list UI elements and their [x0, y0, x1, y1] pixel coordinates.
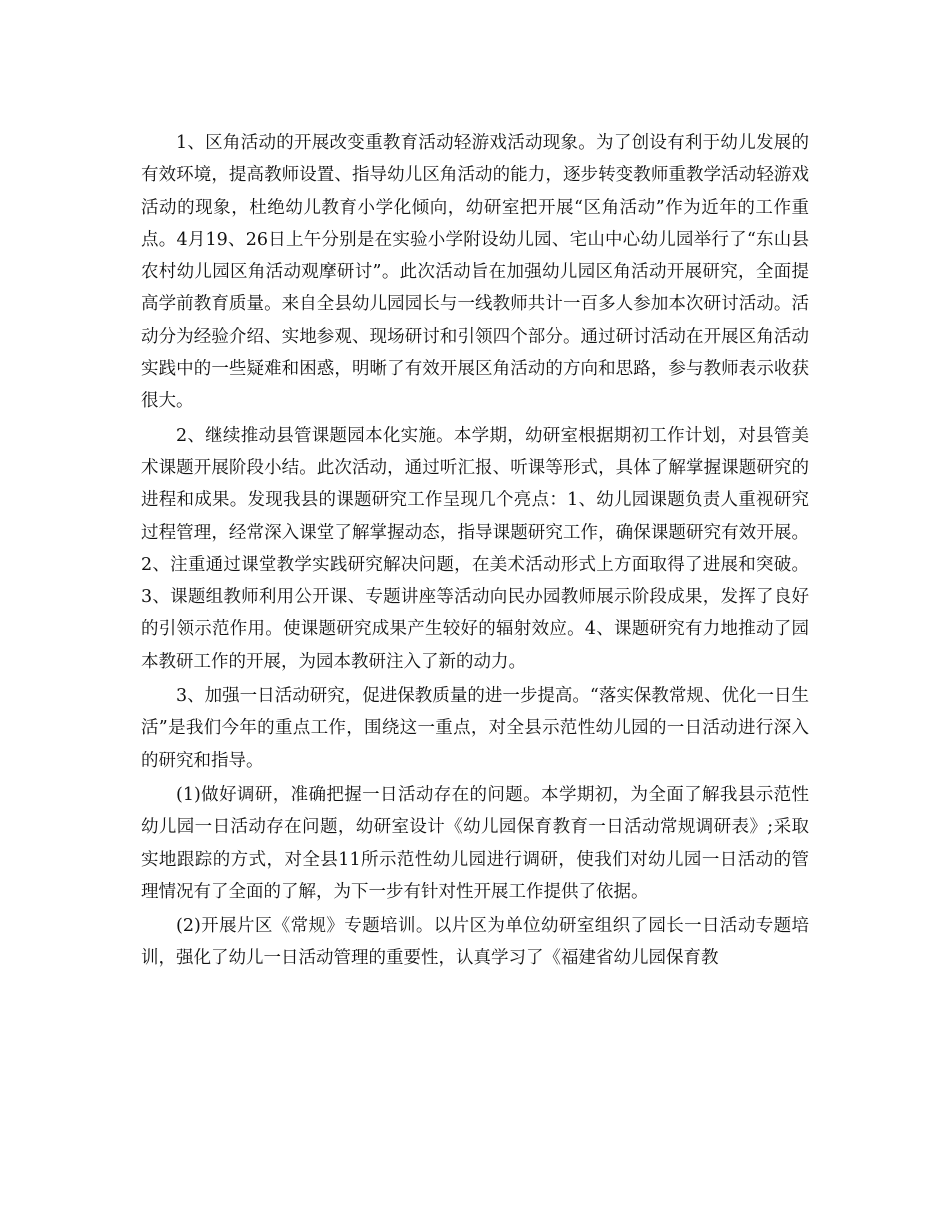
paragraph-5: (2)开展片区《常规》专题培训。以片区为单位幼研室组织了园长一日活动专题培训，强化了幼儿一日活动管理的重要性，认真学习了《福建省幼儿园保育教 [141, 916, 809, 969]
paragraph-1: 1、区角活动的开展改变重教育活动轻游戏活动现象。为了创设有利于幼儿发展的有效环境，提高教师设置、指导幼儿区角活动的能力，逐步转变教师重教学活动轻游戏活动的现象，杜绝幼儿教育小学化倾向，幼研室把开展“区角活动”作为近年的工作重点。4月19、26日上午分别是在实验小学附设幼儿园、宅山中心幼儿园举行了“东山县农村幼儿园区角活动观摩研讨”。此次活动旨在加强幼儿园区角活动开展研究，全面提高学前教育质量。来自全县幼儿园园长与一线教师共计一百多人参加本次研讨活动。活动分为经验介绍、实地参观、现场研讨和引领四个部分。通过研讨活动在开展区角活动实践中的一些疑难和困惑，明晰了有效开展区角活动的方向和思路，参与教师表示收获很大。 [141, 133, 809, 412]
paragraph-4: (1)做好调研，准确把握一日活动存在的问题。本学期初，为全面了解我县示范性幼儿园一日活动存在问题，幼研室设计《幼儿园保育教育一日活动常规调研表》;采取实地跟踪的方式，对全县11所示范性幼儿园进行调研，使我们对幼儿园一日活动的管理情况有了全面的了解，为下一步有针对性开展工作提供了依据。 [141, 784, 809, 902]
paragraph-2: 2、继续推动县管课题园本化实施。本学期，幼研室根据期初工作计划，对县管美术课题开展阶段小结。此次活动，通过听汇报、听课等形式，具体了解掌握课题研究的进程和成果。发现我县的课题研究工作呈现几个亮点：1、幼儿园课题负责人重视研究过程管理，经常深入课堂了解掌握动态，指导课题研究工作，确保课题研究有效开展。2、注重通过课堂教学实践研究解决问题，在美术活动形式上方面取得了进展和突破。3、课题组教师利用公开课、专题讲座等活动向民办园教师展示阶段成果，发挥了良好的引领示范作用。使课题研究成果产生较好的辐射效应。4、课题研究有力地推动了园本教研工作的开展，为园本教研注入了新的动力。 [141, 425, 809, 672]
document-body [141, 127, 809, 977]
paragraph-3: 3、加强一日活动研究，促进保教质量的进一步提高。“落实保教常规、优化一日生活”是我们今年的重点工作，围绕这一重点，对全县示范性幼儿园的一日活动进行深入的研究和指导。 [141, 686, 809, 771]
